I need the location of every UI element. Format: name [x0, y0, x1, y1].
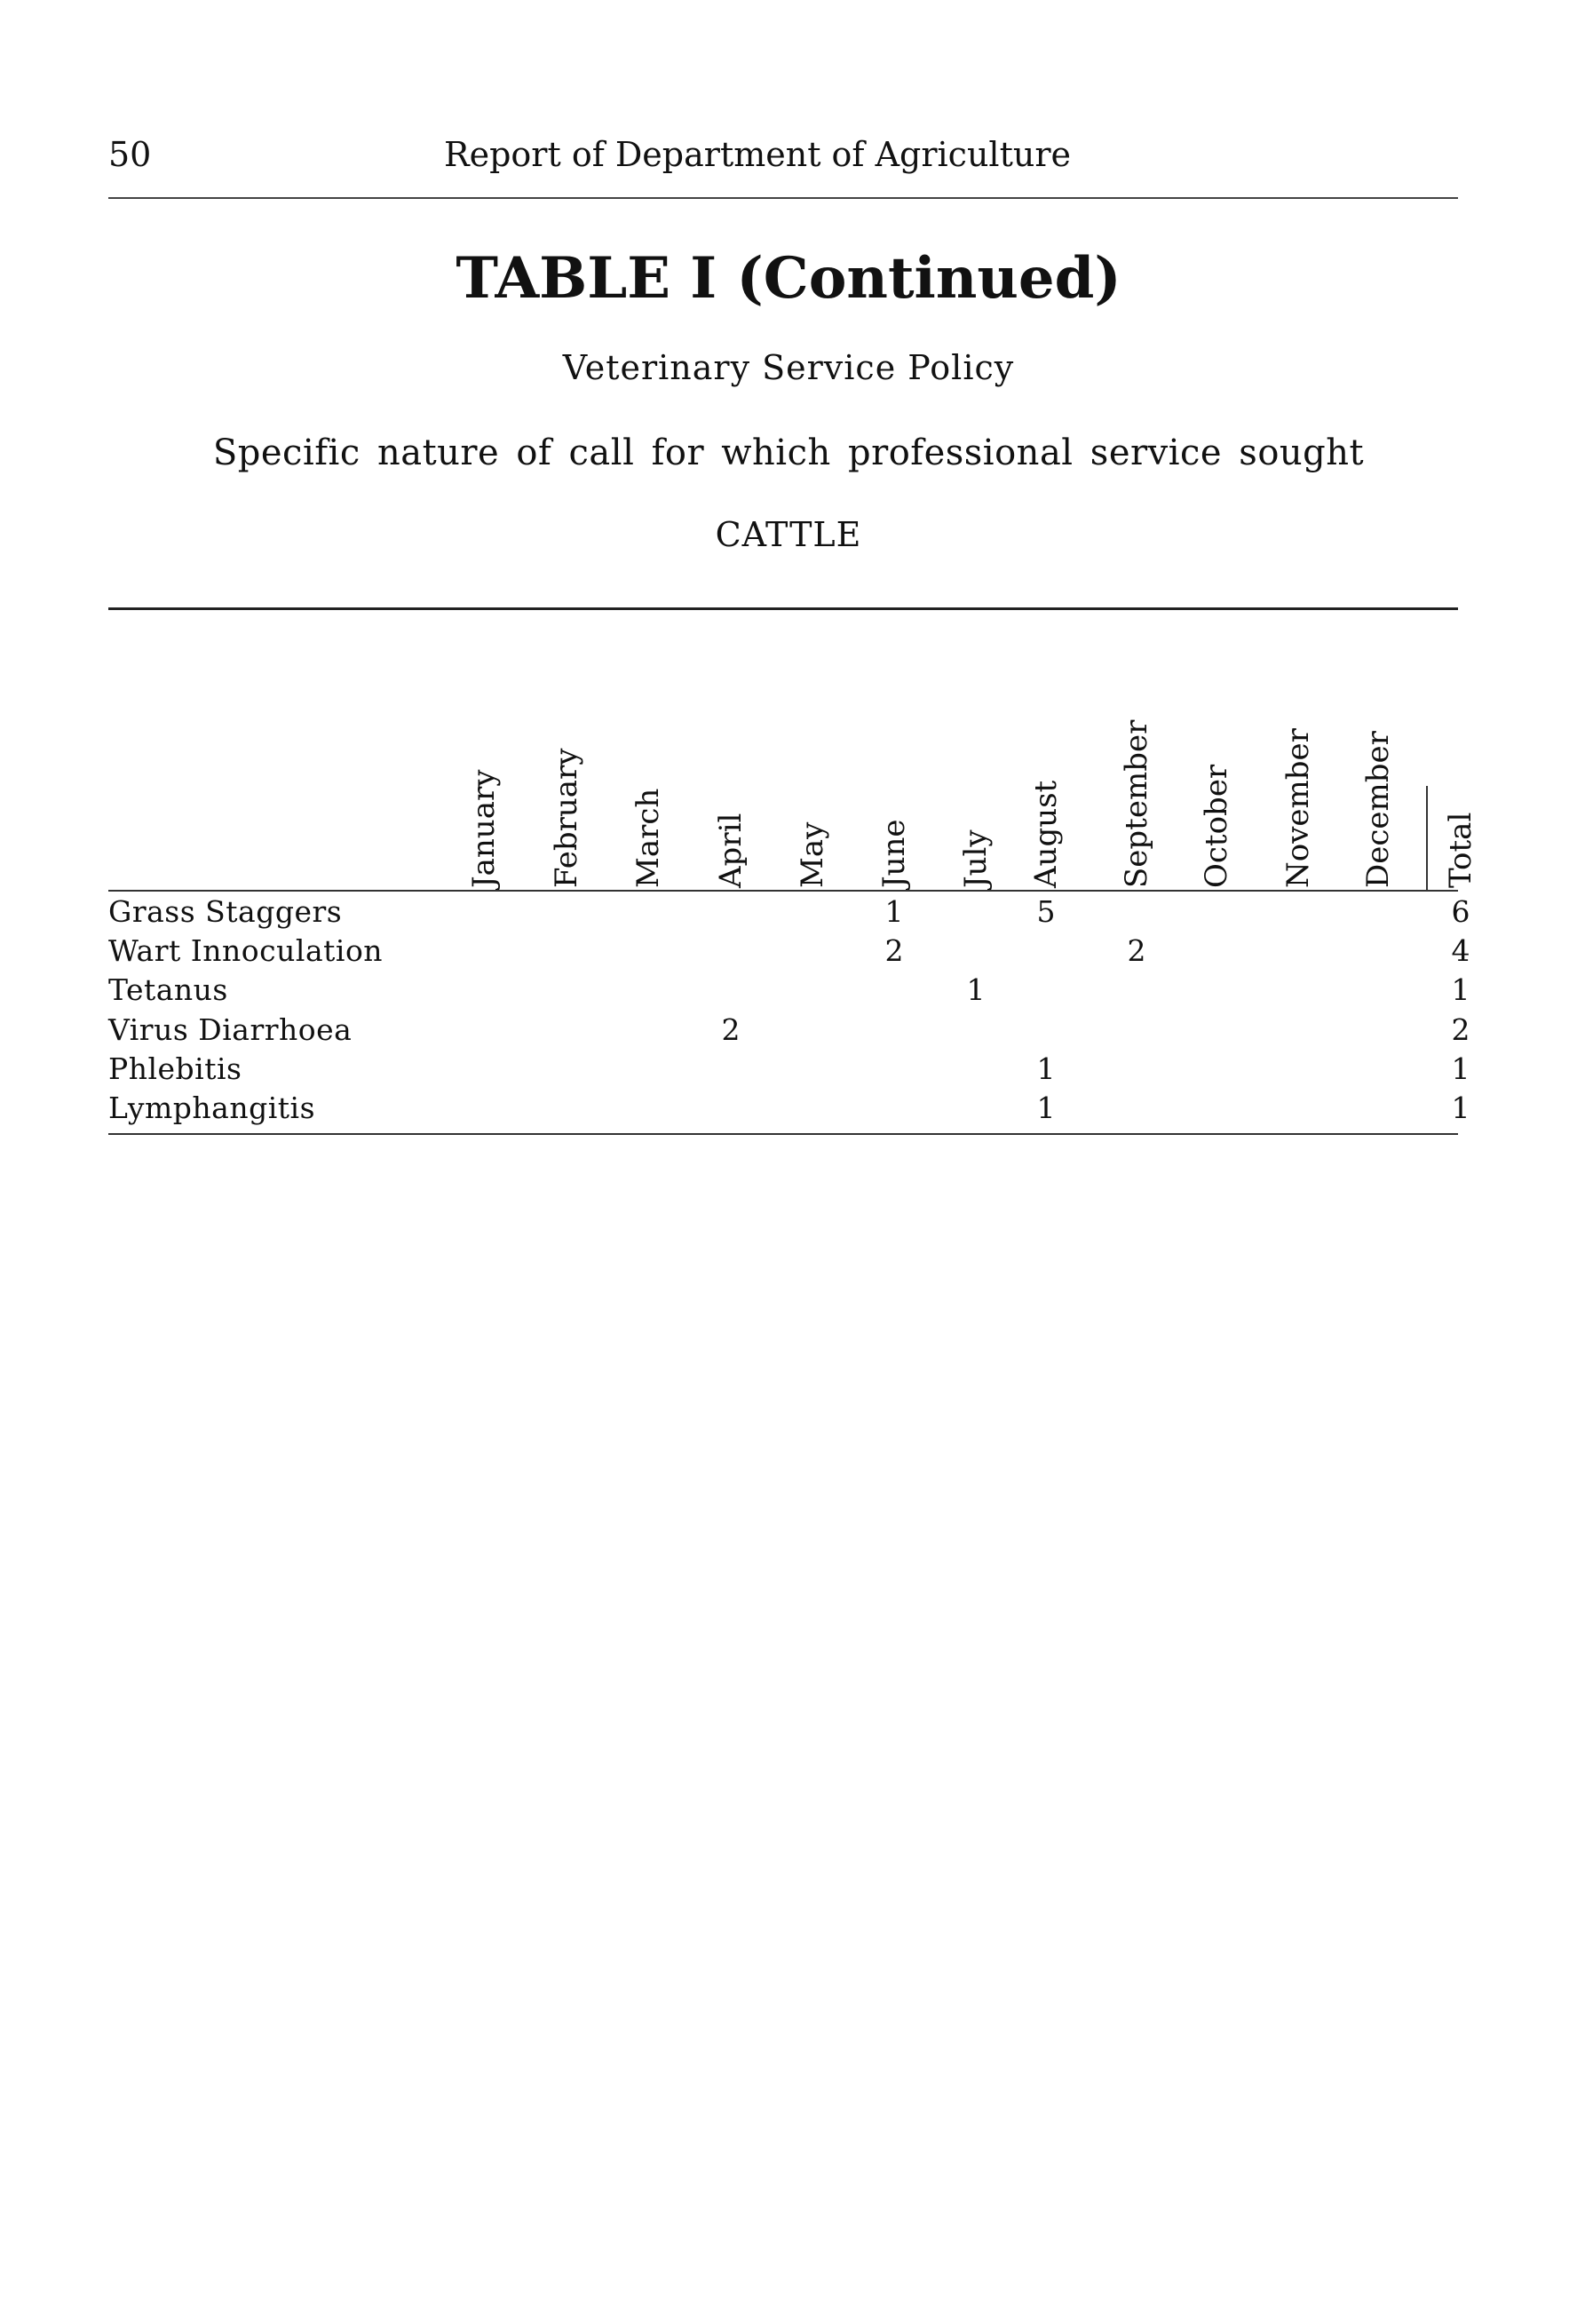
row-label: Grass Staggers: [108, 894, 343, 929]
column-header-label: October: [1199, 764, 1234, 888]
column-header-label: April: [713, 813, 749, 888]
table-cell: 5: [1036, 894, 1056, 929]
column-header-label: Total: [1443, 812, 1478, 888]
table-subtitle: Veterinary Service Policy: [562, 348, 1015, 387]
column-header-label: December: [1360, 731, 1396, 888]
row-label: Tetanus: [108, 972, 228, 1007]
table-cell: 2: [1127, 933, 1146, 968]
column-header-label: September: [1119, 719, 1154, 888]
table-cell: 1: [966, 972, 986, 1007]
row-label: Phlebitis: [108, 1051, 242, 1086]
section-label: CATTLE: [715, 515, 862, 554]
row-label: Virus Diarrhoea: [108, 1012, 353, 1047]
running-head: Report of Department of Agriculture: [444, 135, 1071, 174]
table-cell: 1: [1036, 1091, 1056, 1125]
table-cell: 2: [884, 933, 904, 968]
table-cell: 2: [721, 1012, 741, 1047]
table-cell: 4: [1451, 933, 1470, 968]
row-label: Wart Innoculation: [108, 933, 384, 968]
table-cell: 6: [1451, 894, 1470, 929]
table-cell: 1: [1451, 1091, 1470, 1125]
header-rule: [108, 197, 1458, 199]
column-header-label: July: [958, 829, 994, 888]
table-top-rule: [108, 607, 1458, 610]
total-column-divider: [1426, 786, 1428, 891]
table-title: TABLE I (Continued): [456, 245, 1121, 312]
row-label: Lymphangitis: [108, 1091, 316, 1125]
column-header-label: March: [630, 788, 666, 888]
table-cell: 1: [884, 894, 904, 929]
table-cell: 1: [1451, 1051, 1470, 1086]
column-header-label: January: [466, 769, 502, 888]
column-header-label: November: [1280, 728, 1316, 888]
table-header-rule: [108, 890, 1458, 892]
table-cell: 2: [1451, 1012, 1470, 1047]
column-header-label: May: [795, 821, 830, 888]
column-header-label: August: [1028, 780, 1064, 888]
page-number: 50: [108, 135, 152, 174]
column-header-label: February: [549, 748, 584, 888]
table-bottom-rule: [108, 1133, 1458, 1135]
table-cell: 1: [1036, 1051, 1056, 1086]
column-header-label: June: [876, 819, 912, 888]
table-cell: 1: [1451, 972, 1470, 1007]
table-description: Specific nature of call for which professional service sought: [212, 432, 1365, 473]
